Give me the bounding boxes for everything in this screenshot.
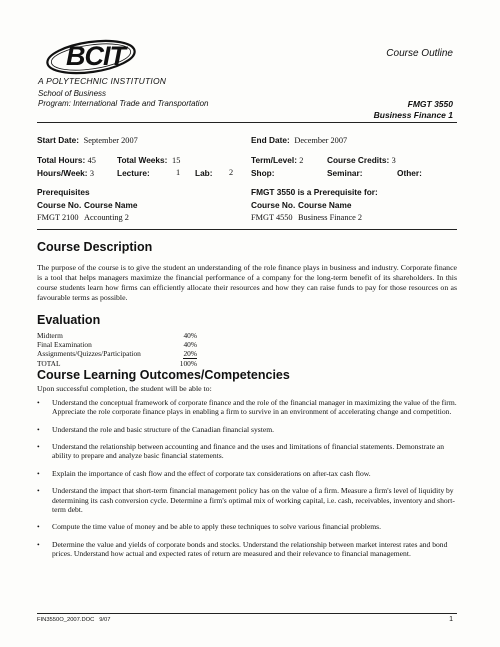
description-text: The purpose of the course is to give the student an understanding of the role finance plays in business and industry. Corporate finance is a tool that helps managers maximize the financial performance of a company for the long-term benefit of its shareholders. In this course students learn how firms can efficiently allocate their resources and how they can raise funds to pay for those resources on as favourable terms as possible. [37,263,457,302]
col-course-no: Course No. [37,200,82,210]
outcomes-heading: Course Learning Outcomes/Competencies [37,368,290,382]
prereq-course-name: Accounting 2 [84,213,129,222]
footer-divider [37,613,457,614]
start-date: Start Date: September 2007 [37,135,138,145]
col-course-no-2: Course No. [251,200,296,210]
tagline: A POLYTECHNIC INSTITUTION [38,76,167,86]
end-date: End Date: December 2007 [251,135,348,145]
table-row: TOTAL 100% [37,358,197,368]
prereq-for-course-name: Business Finance 2 [298,213,363,222]
list-item: • Explain the importance of cash flow and the effect of corporate tax considerations on after-tax cash flow. [37,468,371,478]
evaluation-heading: Evaluation [37,313,101,327]
evaluation-table [37,331,197,368]
other-hours: Other: [397,168,422,178]
table-row: Midterm 40% [37,331,197,340]
course-code: FMGT 3550 [407,99,453,109]
prereq-for-title: FMGT 3550 is a Prerequisite for: [251,187,378,197]
prereq-course-no: FMGT 2100 [37,213,79,222]
divider [37,122,457,123]
list-item: • Understand the role and basic structure of the Canadian financial system. [37,424,275,434]
seminar-hours: Seminar: [327,168,363,178]
lab-value: 2 [229,168,234,177]
hours-week: Hours/Week: 3 [37,168,95,178]
school-name: School of Business [38,89,107,98]
course-name: Business Finance 1 [373,110,453,120]
lecture-value: 1 [176,168,181,177]
outcomes-list [37,398,462,567]
total-weeks: Total Weeks: 15 [117,155,181,165]
lab-hours: Lab: [195,168,213,178]
list-item: • Compute the time value of money and be able to apply these techniques to solve various financial problems. [37,522,381,532]
logo-wordmark: BCIT [66,41,125,71]
course-id [374,99,453,121]
description-heading: Course Description [37,240,153,254]
school-program [38,89,208,109]
table-row: Final Examination 40% [37,340,197,350]
footer-file: FIN3550O_2007.DOC 9/07 [37,617,111,623]
course-credits: Course Credits: 3 [327,155,396,165]
program-name: Program: International Trade and Transportation [38,99,209,108]
outcomes-intro: Upon successful completion, the student will be able to: [37,384,212,393]
total-hours: Total Hours: 45 [37,155,96,165]
shop-hours: Shop: [251,168,275,178]
lecture-hours: Lecture: [117,168,150,178]
prereq-title: Prerequisites [37,187,90,197]
bcit-logo [44,38,139,80]
list-item: • Understand the conceptual framework of corporate finance and the role of the financial manager in maximizing the value of the firm. Appreciate the role corporate finance plays in enabling a firm to survive in an environment of accelerating change and competition. [37,398,457,417]
page-number: 1 [449,616,453,623]
table-row: Assignments/Quizzes/Participation 20% [37,349,197,359]
list-item: • Understand the impact that short-term financial management policy has on the value of a firm. Measure a firm's level of liquidity by determining its cash conversion cycle. Determine a firm's optimal mix of working capital, i.e. cash, receivables, inventory and short-term debt. [37,486,455,514]
prereq-for-course-no: FMGT 4550 [251,213,293,222]
col-course-name-2: Course Name [298,200,352,210]
term-level: Term/Level: 2 [251,155,304,165]
list-item: • Determine the value and yields of corporate bonds and stocks. Understand the relationship between market interest rates and bond prices. Understand how actual and expected rates of return are measured and their relevance to financial management. [37,539,448,559]
divider-2 [37,229,457,230]
col-course-name: Course Name [84,200,138,210]
doc-type: Course Outline [386,48,453,59]
list-item: • Understand the relationship between accounting and finance and the uses and limitations of financial statements. Demonstrate an ability to prepare and analyze basic financial statements. [37,442,445,461]
